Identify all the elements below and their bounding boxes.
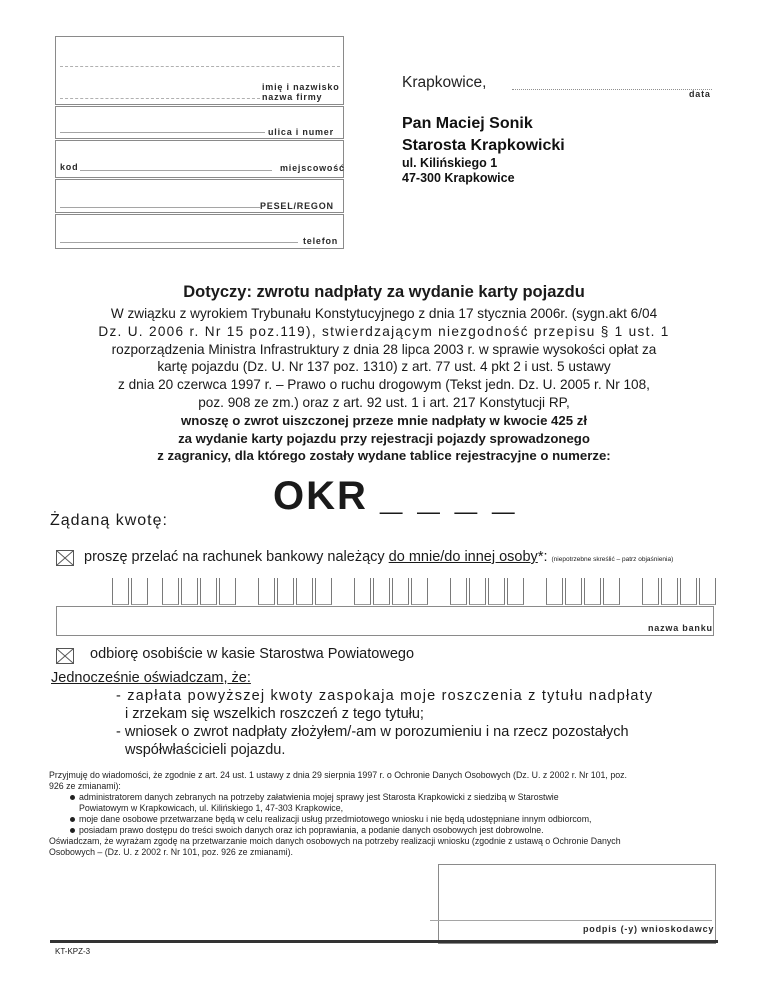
recipient-name: Pan Maciej Sonik: [402, 115, 533, 132]
body-line: z dnia 20 czerwca 1997 r. – Prawo o ruchu drogowym (Tekst jedn. Dz. U. 2005 r. Nr 108,: [118, 377, 650, 393]
signature-line: [430, 920, 712, 921]
name-label: imię i nazwisko: [262, 82, 340, 92]
account-digit[interactable]: [200, 578, 217, 605]
account-digit[interactable]: [315, 578, 332, 605]
account-digit[interactable]: [112, 578, 129, 605]
declaration-heading: Jednocześnie oświadczam, że:: [51, 670, 251, 686]
recipient-street: ul. Kilińskiego 1: [402, 156, 498, 170]
declaration-line: - zapłata powyższej kwoty zaspokaja moje roszczenia z tytułu nadpłaty: [116, 688, 654, 704]
privacy-bullet-text: moje dane osobowe przetwarzane będą w celu realizacji usług przedmiotowego wniosku i nie będą udostępniane innym odbiorcom,: [79, 814, 592, 824]
account-digit[interactable]: [584, 578, 601, 605]
account-digit[interactable]: [219, 578, 236, 605]
account-digit[interactable]: [411, 578, 428, 605]
privacy-consent: Osobowych – (Dz. U. z 2002 r. Nr 101, poz. 926 ze zmianami).: [49, 847, 293, 857]
transfer-owner-choice[interactable]: do mnie/do innej osoby: [388, 549, 538, 565]
amount-label: Żądaną kwotę:: [50, 512, 168, 529]
privacy-intro: 926 ze zmianami):: [49, 781, 121, 791]
body-text: [0, 305, 768, 465]
account-digit[interactable]: [296, 578, 313, 605]
place-city: Krapkowice,: [402, 74, 487, 91]
phone-line: [60, 242, 298, 243]
bullet-icon: [70, 795, 75, 800]
pesel-line: [60, 207, 260, 208]
account-digit[interactable]: [162, 578, 179, 605]
account-digit[interactable]: [603, 578, 620, 605]
account-digit[interactable]: [258, 578, 275, 605]
account-digit[interactable]: [565, 578, 582, 605]
transfer-option-label: [84, 549, 673, 565]
cross-icon: [57, 649, 73, 663]
privacy-consent: Oświadczam, że wyrażam zgodę na przetwarzanie moich danych osobowych na potrzeby realizacji wniosku (zgodnie z ustawą o Ochronie Danych: [49, 836, 621, 846]
account-digit[interactable]: [450, 578, 467, 605]
applicant-name-line-bottom: [60, 98, 260, 99]
declaration-line: - wniosek o zwrot nadpłaty złożyłem/-am w porozumieniu i na rzecz pozostałych: [116, 724, 629, 740]
company-label: nazwa firmy: [262, 92, 323, 102]
postcode-label: kod: [60, 162, 79, 172]
bank-name-label: nazwa banku: [648, 623, 713, 633]
applicant-name-line-top: [60, 66, 340, 67]
pesel-label: PESEL/REGON: [260, 201, 334, 211]
body-line: kartę pojazdu (Dz. U. Nr 137 poz. 1310) z art. 77 ust. 4 pkt 2 i ust. 5 ustawy: [157, 359, 611, 375]
request-line: wnoszę o zwrot uiszczonej przeze mnie nadpłaty w kwocie 425 zł: [181, 412, 587, 428]
footer-rule: [50, 940, 718, 943]
account-digit[interactable]: [373, 578, 390, 605]
account-digit[interactable]: [277, 578, 294, 605]
account-digit[interactable]: [181, 578, 198, 605]
declaration-line: współwłaścicieli pojazdu.: [125, 742, 286, 758]
body-line: rozporządzenia Ministra Infrastruktury z dnia 28 lipca 2003 r. w sprawie wysokości opłat za: [111, 341, 657, 357]
body-line: W związku z wyrokiem Trybunału Konstytucyjnego z dnia 17 stycznia 2006r. (sygn.akt 6/04: [110, 306, 658, 321]
account-digit[interactable]: [680, 578, 697, 605]
account-digit[interactable]: [507, 578, 524, 605]
plate-prefix: OKR: [273, 474, 368, 518]
privacy-bullet: [70, 825, 544, 836]
account-digit[interactable]: [392, 578, 409, 605]
privacy-bullet: [70, 814, 591, 825]
bank-name-box[interactable]: [56, 606, 714, 636]
account-digit[interactable]: [546, 578, 563, 605]
form-code: KT-KPZ-3: [55, 947, 91, 956]
body-line: Dz. U. 2006 r. Nr 15 poz.119), stwierdzającym niezgodność przepisu § 1 ust. 1: [98, 323, 670, 339]
privacy-intro: Przyjmuję do wiadomości, że zgodnie z art. 24 ust. 1 ustawy z dnia 29 sierpnia 1997 r. o Ochronie Danych Osobowych (Dz. U. z 2002 r. Nr 101, poz.: [49, 770, 627, 780]
request-line: z zagranicy, dla którego zostały wydane tablice rejestracyjne o numerze:: [157, 448, 611, 464]
date-line[interactable]: [512, 89, 712, 90]
phone-box[interactable]: [55, 214, 344, 249]
street-label: ulica i numer: [268, 127, 334, 137]
privacy-bullet: [70, 792, 559, 803]
street-line: [60, 132, 265, 133]
account-digit[interactable]: [469, 578, 486, 605]
date-label: data: [689, 89, 711, 99]
account-digit[interactable]: [131, 578, 148, 605]
transfer-asterisk: *:: [537, 549, 548, 565]
phone-label: telefon: [303, 236, 339, 246]
account-digit[interactable]: [354, 578, 371, 605]
subject-heading: Dotyczy: zwrotu nadpłaty za wydanie karty pojazdu: [183, 283, 585, 301]
privacy-bullet-cont: Powiatowym w Krapkowicach, ul. Kilińskiego 1, 47-303 Krapkowice,: [79, 803, 344, 813]
recipient-postcode-city: 47-300 Krapkowice: [402, 171, 515, 185]
postcode-city-line: [80, 170, 272, 171]
recipient-title: Starosta Krapkowicki: [402, 137, 565, 154]
cross-icon: [57, 551, 73, 565]
transfer-option-text: proszę przelać na rachunek bankowy należący: [84, 549, 389, 565]
city-label: miejscowość: [280, 163, 345, 173]
account-digit[interactable]: [699, 578, 716, 605]
transfer-note: (niepotrzebne skreślić – patrz objaśnienia): [551, 556, 674, 563]
cash-checkbox[interactable]: [56, 648, 74, 664]
account-digit[interactable]: [488, 578, 505, 605]
cash-option-label: odbiorę osobiście w kasie Starostwa Powiatowego: [90, 646, 415, 662]
plate-blanks[interactable]: _ _ _ _: [380, 474, 517, 518]
privacy-bullet-text: posiadam prawo dostępu do treści swoich danych oraz ich poprawiania, a podanie danych osobowych jest dobrowolne.: [79, 825, 544, 835]
privacy-bullet-text: administratorem danych zebranych na potrzeby załatwienia mojej sprawy jest Starosta Krapkowicki z siedzibą w Starostwie: [79, 792, 559, 802]
declaration-line: i zrzekam się wszelkich roszczeń z tego tytułu;: [125, 706, 424, 722]
request-line: za wydanie karty pojazdu przy rejestracji pojazdy sprowadzonego: [178, 430, 590, 446]
body-line: poz. 908 ze zm.) oraz z art. 92 ust. 1 i art. 217 Konstytucji RP,: [198, 394, 570, 410]
bullet-icon: [70, 828, 75, 833]
transfer-checkbox[interactable]: [56, 550, 74, 566]
account-digit[interactable]: [661, 578, 678, 605]
account-digit[interactable]: [642, 578, 659, 605]
bullet-icon: [70, 817, 75, 822]
signature-label: podpis (-y) wnioskodawcy: [583, 924, 715, 934]
